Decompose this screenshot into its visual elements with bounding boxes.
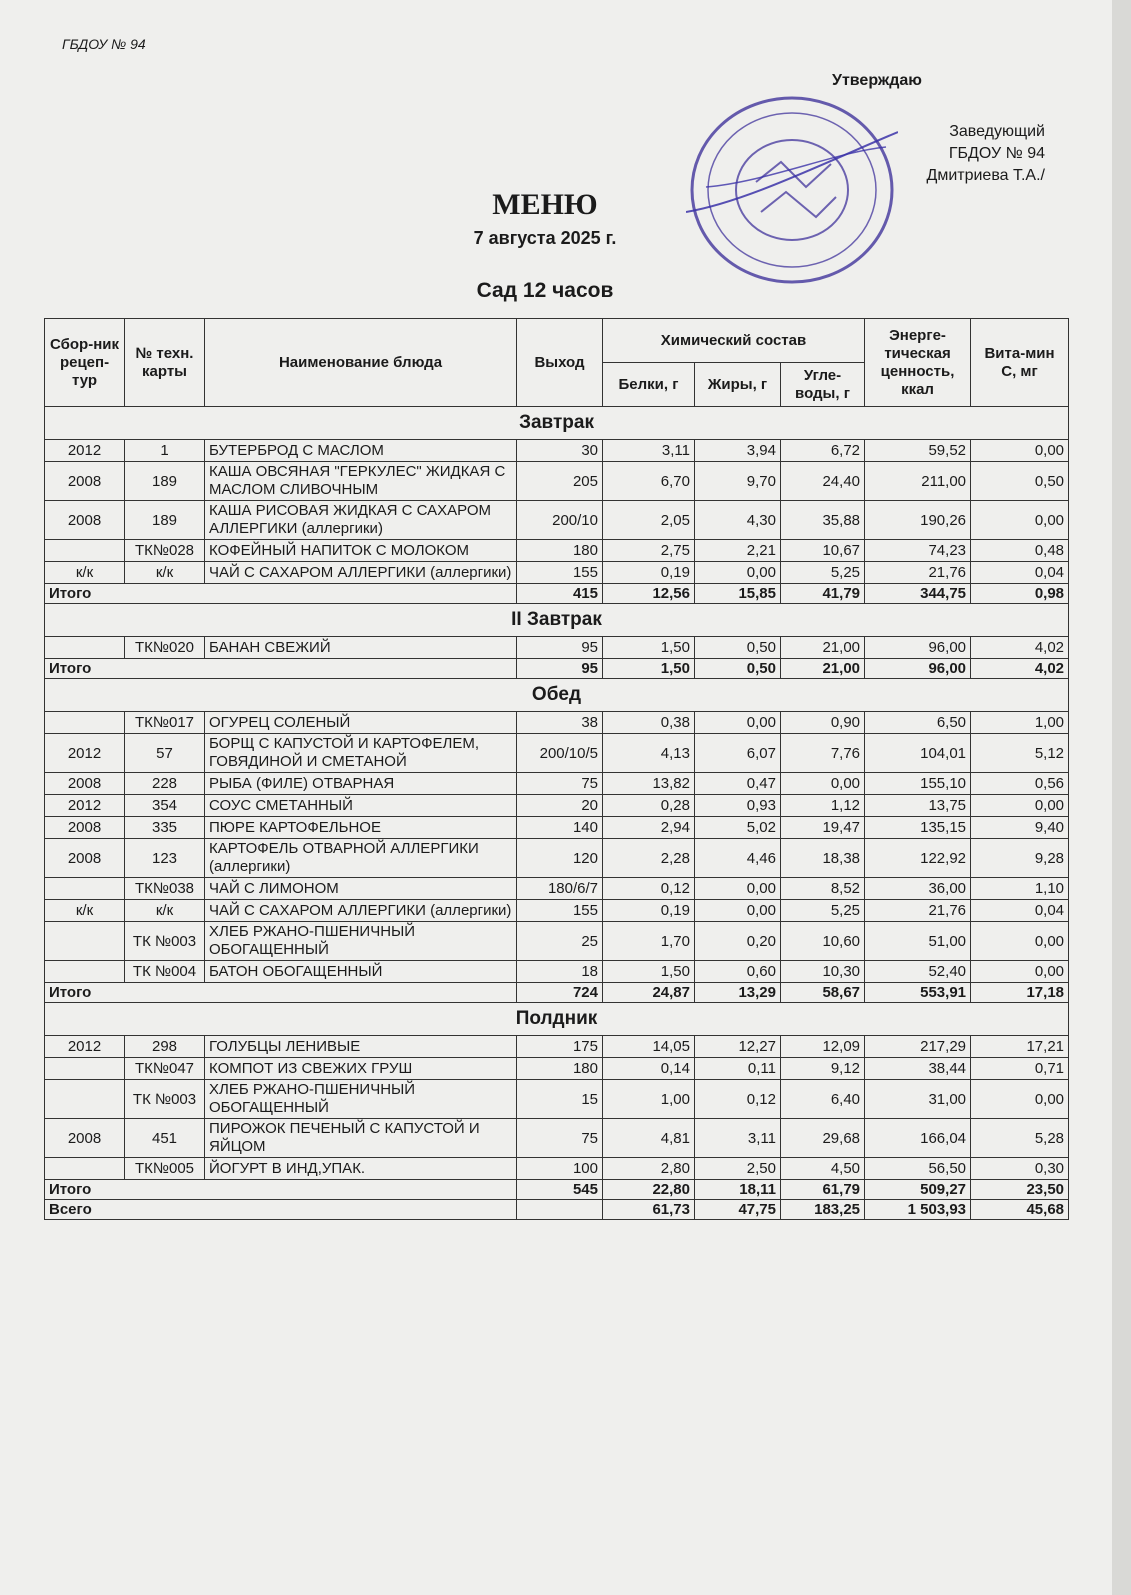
cell-card: 354 xyxy=(125,795,205,817)
cell-fat: 4,30 xyxy=(695,501,781,540)
total-yield: 415 xyxy=(517,584,603,604)
cell-energy: 13,75 xyxy=(865,795,971,817)
cell-protein: 2,75 xyxy=(603,540,695,562)
cell-yield: 180 xyxy=(517,540,603,562)
cell-carbs: 1,12 xyxy=(781,795,865,817)
cell-fat: 5,02 xyxy=(695,817,781,839)
total-label: Итого xyxy=(45,659,517,679)
total-vitc: 17,18 xyxy=(971,983,1069,1003)
cell-vitc: 1,10 xyxy=(971,878,1069,900)
cell-energy: 96,00 xyxy=(865,637,971,659)
cell-protein: 13,82 xyxy=(603,773,695,795)
cell-energy: 31,00 xyxy=(865,1080,971,1119)
cell-vitc: 0,30 xyxy=(971,1158,1069,1180)
cell-collection xyxy=(45,922,125,961)
total-row xyxy=(45,659,1069,679)
cell-dish-name: БАНАН СВЕЖИЙ xyxy=(205,637,517,659)
cell-carbs: 5,25 xyxy=(781,900,865,922)
cell-collection xyxy=(45,540,125,562)
total-vitc: 0,98 xyxy=(971,584,1069,604)
cell-vitc: 17,21 xyxy=(971,1036,1069,1058)
cell-collection xyxy=(45,637,125,659)
cell-fat: 0,00 xyxy=(695,900,781,922)
total-vitc: 4,02 xyxy=(971,659,1069,679)
cell-fat: 0,00 xyxy=(695,562,781,584)
cell-vitc: 4,02 xyxy=(971,637,1069,659)
cell-carbs: 19,47 xyxy=(781,817,865,839)
cell-carbs: 0,00 xyxy=(781,773,865,795)
cell-fat: 0,00 xyxy=(695,712,781,734)
table-row xyxy=(45,1058,1069,1080)
total-fat: 18,11 xyxy=(695,1180,781,1200)
document-date: 7 августа 2025 г. xyxy=(473,228,617,248)
cell-dish-name: БАТОН ОБОГАЩЕННЫЙ xyxy=(205,961,517,983)
total-protein: 1,50 xyxy=(603,659,695,679)
cell-vitc: 0,00 xyxy=(971,501,1069,540)
total-protein: 22,80 xyxy=(603,1180,695,1200)
cell-energy: 51,00 xyxy=(865,922,971,961)
cell-yield: 155 xyxy=(517,900,603,922)
cell-collection: 2008 xyxy=(45,817,125,839)
cell-yield: 200/10/5 xyxy=(517,734,603,773)
org-name: ГБДОУ № 94 xyxy=(62,36,146,52)
total-carbs: 61,79 xyxy=(781,1180,865,1200)
cell-yield: 38 xyxy=(517,712,603,734)
cell-energy: 211,00 xyxy=(865,462,971,501)
cell-energy: 36,00 xyxy=(865,878,971,900)
cell-protein: 14,05 xyxy=(603,1036,695,1058)
cell-fat: 9,70 xyxy=(695,462,781,501)
cell-protein: 1,50 xyxy=(603,961,695,983)
cell-card: 189 xyxy=(125,501,205,540)
cell-energy: 21,76 xyxy=(865,562,971,584)
section-row xyxy=(45,1003,1069,1036)
table-row xyxy=(45,440,1069,462)
table-row xyxy=(45,817,1069,839)
col-carbs: Угле-воды, г xyxy=(781,363,865,407)
section-row xyxy=(45,407,1069,440)
table-row xyxy=(45,1158,1069,1180)
table-row xyxy=(45,795,1069,817)
cell-collection xyxy=(45,878,125,900)
cell-energy: 6,50 xyxy=(865,712,971,734)
cell-yield: 100 xyxy=(517,1158,603,1180)
cell-card: 57 xyxy=(125,734,205,773)
cell-carbs: 5,25 xyxy=(781,562,865,584)
cell-carbs: 9,12 xyxy=(781,1058,865,1080)
cell-dish-name: СОУС СМЕТАННЫЙ xyxy=(205,795,517,817)
cell-dish-name: ЧАЙ С САХАРОМ АЛЛЕРГИКИ (аллергики) xyxy=(205,900,517,922)
cell-carbs: 4,50 xyxy=(781,1158,865,1180)
col-name: Наименование блюда xyxy=(205,319,517,407)
cell-card: ТК№005 xyxy=(125,1158,205,1180)
table-row xyxy=(45,562,1069,584)
cell-dish-name: БОРЩ С КАПУСТОЙ И КАРТОФЕЛЕМ, ГОВЯДИНОЙ И СМЕТАНОЙ xyxy=(205,734,517,773)
cell-protein: 1,50 xyxy=(603,637,695,659)
grand-total-row xyxy=(45,1200,1069,1220)
cell-vitc: 5,28 xyxy=(971,1119,1069,1158)
cell-carbs: 18,38 xyxy=(781,839,865,878)
cell-protein: 0,12 xyxy=(603,878,695,900)
cell-protein: 1,70 xyxy=(603,922,695,961)
grand-total-yield xyxy=(517,1200,603,1220)
col-fat: Жиры, г xyxy=(695,363,781,407)
section-title: II Завтрак xyxy=(45,604,1069,637)
cell-card: к/к xyxy=(125,562,205,584)
cell-vitc: 0,00 xyxy=(971,795,1069,817)
cell-collection: 2008 xyxy=(45,462,125,501)
col-card: № техн. карты xyxy=(125,319,205,407)
cell-energy: 21,76 xyxy=(865,900,971,922)
cell-yield: 120 xyxy=(517,839,603,878)
cell-protein: 0,14 xyxy=(603,1058,695,1080)
total-row xyxy=(45,983,1069,1003)
cell-card: 451 xyxy=(125,1119,205,1158)
cell-dish-name: КОФЕЙНЫЙ НАПИТОК С МОЛОКОМ xyxy=(205,540,517,562)
cell-yield: 205 xyxy=(517,462,603,501)
section-title: Завтрак xyxy=(45,407,1069,440)
cell-protein: 1,00 xyxy=(603,1080,695,1119)
cell-carbs: 10,60 xyxy=(781,922,865,961)
table-row xyxy=(45,773,1069,795)
cell-collection: 2008 xyxy=(45,773,125,795)
table-row xyxy=(45,1036,1069,1058)
table-row xyxy=(45,734,1069,773)
cell-vitc: 0,50 xyxy=(971,462,1069,501)
cell-carbs: 21,00 xyxy=(781,637,865,659)
cell-vitc: 9,28 xyxy=(971,839,1069,878)
cell-vitc: 0,48 xyxy=(971,540,1069,562)
cell-energy: 166,04 xyxy=(865,1119,971,1158)
cell-card: ТК№028 xyxy=(125,540,205,562)
total-carbs: 58,67 xyxy=(781,983,865,1003)
cell-protein: 2,80 xyxy=(603,1158,695,1180)
cell-energy: 135,15 xyxy=(865,817,971,839)
total-energy: 96,00 xyxy=(865,659,971,679)
cell-carbs: 35,88 xyxy=(781,501,865,540)
total-energy: 509,27 xyxy=(865,1180,971,1200)
cell-fat: 0,20 xyxy=(695,922,781,961)
cell-card: ТК №003 xyxy=(125,1080,205,1119)
cell-card: 298 xyxy=(125,1036,205,1058)
group-name: Сад 12 часов xyxy=(476,279,614,302)
cell-vitc: 0,04 xyxy=(971,900,1069,922)
cell-dish-name: ЧАЙ С ЛИМОНОМ xyxy=(205,878,517,900)
official-stamp xyxy=(686,92,898,288)
total-energy: 553,91 xyxy=(865,983,971,1003)
cell-protein: 2,05 xyxy=(603,501,695,540)
cell-protein: 4,81 xyxy=(603,1119,695,1158)
section-row xyxy=(45,679,1069,712)
cell-fat: 0,50 xyxy=(695,637,781,659)
cell-collection xyxy=(45,1080,125,1119)
cell-yield: 15 xyxy=(517,1080,603,1119)
cell-fat: 0,11 xyxy=(695,1058,781,1080)
approver-position: Заведующий xyxy=(949,123,1045,140)
total-row xyxy=(45,1180,1069,1200)
cell-collection: к/к xyxy=(45,562,125,584)
total-carbs: 21,00 xyxy=(781,659,865,679)
total-yield: 545 xyxy=(517,1180,603,1200)
table-row xyxy=(45,878,1069,900)
cell-dish-name: РЫБА (ФИЛЕ) ОТВАРНАЯ xyxy=(205,773,517,795)
cell-dish-name: КОМПОТ ИЗ СВЕЖИХ ГРУШ xyxy=(205,1058,517,1080)
cell-yield: 25 xyxy=(517,922,603,961)
total-fat: 0,50 xyxy=(695,659,781,679)
cell-fat: 0,12 xyxy=(695,1080,781,1119)
table-row xyxy=(45,839,1069,878)
cell-card: 228 xyxy=(125,773,205,795)
cell-dish-name: ХЛЕБ РЖАНО-ПШЕНИЧНЫЙ ОБОГАЩЕННЫЙ xyxy=(205,1080,517,1119)
cell-collection: к/к xyxy=(45,900,125,922)
table-row xyxy=(45,922,1069,961)
approver-institution: ГБДОУ № 94 xyxy=(948,145,1045,162)
cell-energy: 38,44 xyxy=(865,1058,971,1080)
cell-collection: 2012 xyxy=(45,734,125,773)
cell-card: ТК№020 xyxy=(125,637,205,659)
total-label: Итого xyxy=(45,1180,517,1200)
cell-fat: 3,11 xyxy=(695,1119,781,1158)
grand-total-carbs: 183,25 xyxy=(781,1200,865,1220)
cell-dish-name: ОГУРЕЦ СОЛЕНЫЙ xyxy=(205,712,517,734)
cell-collection: 2012 xyxy=(45,1036,125,1058)
table-row xyxy=(45,1119,1069,1158)
cell-card: ТК№038 xyxy=(125,878,205,900)
cell-energy: 122,92 xyxy=(865,839,971,878)
cell-yield: 75 xyxy=(517,1119,603,1158)
cell-fat: 2,50 xyxy=(695,1158,781,1180)
cell-dish-name: ЧАЙ С САХАРОМ АЛЛЕРГИКИ (аллергики) xyxy=(205,562,517,584)
cell-carbs: 10,67 xyxy=(781,540,865,562)
cell-yield: 180/6/7 xyxy=(517,878,603,900)
table-row xyxy=(45,900,1069,922)
cell-collection: 2012 xyxy=(45,440,125,462)
cell-collection: 2008 xyxy=(45,501,125,540)
cell-dish-name: КАРТОФЕЛЬ ОТВАРНОЙ АЛЛЕРГИКИ (аллергики) xyxy=(205,839,517,878)
grand-total-label: Всего xyxy=(45,1200,517,1220)
cell-card: ТК№017 xyxy=(125,712,205,734)
total-label: Итого xyxy=(45,983,517,1003)
cell-energy: 155,10 xyxy=(865,773,971,795)
cell-card: 1 xyxy=(125,440,205,462)
cell-protein: 3,11 xyxy=(603,440,695,462)
cell-carbs: 6,40 xyxy=(781,1080,865,1119)
cell-vitc: 0,56 xyxy=(971,773,1069,795)
cell-yield: 180 xyxy=(517,1058,603,1080)
total-protein: 24,87 xyxy=(603,983,695,1003)
cell-dish-name: КАША РИСОВАЯ ЖИДКАЯ С САХАРОМ АЛЛЕРГИКИ (аллергики) xyxy=(205,501,517,540)
cell-vitc: 0,00 xyxy=(971,1080,1069,1119)
cell-yield: 155 xyxy=(517,562,603,584)
total-fat: 13,29 xyxy=(695,983,781,1003)
grand-total-protein: 61,73 xyxy=(603,1200,695,1220)
cell-dish-name: ХЛЕБ РЖАНО-ПШЕНИЧНЫЙ ОБОГАЩЕННЫЙ xyxy=(205,922,517,961)
cell-protein: 6,70 xyxy=(603,462,695,501)
cell-yield: 140 xyxy=(517,817,603,839)
cell-fat: 0,00 xyxy=(695,878,781,900)
cell-carbs: 8,52 xyxy=(781,878,865,900)
cell-card: 123 xyxy=(125,839,205,878)
cell-yield: 200/10 xyxy=(517,501,603,540)
cell-protein: 0,28 xyxy=(603,795,695,817)
cell-collection xyxy=(45,712,125,734)
total-row xyxy=(45,584,1069,604)
cell-vitc: 1,00 xyxy=(971,712,1069,734)
cell-yield: 30 xyxy=(517,440,603,462)
cell-dish-name: ПИРОЖОК ПЕЧЕНЫЙ С КАПУСТОЙ И ЯЙЦОМ xyxy=(205,1119,517,1158)
total-yield: 724 xyxy=(517,983,603,1003)
cell-carbs: 7,76 xyxy=(781,734,865,773)
cell-fat: 6,07 xyxy=(695,734,781,773)
approver-block xyxy=(880,121,1045,187)
cell-card: ТК №004 xyxy=(125,961,205,983)
cell-card: ТК№047 xyxy=(125,1058,205,1080)
cell-fat: 0,47 xyxy=(695,773,781,795)
cell-carbs: 12,09 xyxy=(781,1036,865,1058)
cell-vitc: 9,40 xyxy=(971,817,1069,839)
cell-energy: 190,26 xyxy=(865,501,971,540)
total-yield: 95 xyxy=(517,659,603,679)
cell-collection xyxy=(45,1158,125,1180)
approve-label: Утверждаю xyxy=(832,72,922,89)
cell-vitc: 0,00 xyxy=(971,961,1069,983)
col-chem: Химический состав xyxy=(603,319,865,363)
col-collection: Сбор-ник рецеп-тур xyxy=(45,319,125,407)
cell-vitc: 0,00 xyxy=(971,440,1069,462)
table-row xyxy=(45,1080,1069,1119)
document-title: МЕНЮ xyxy=(492,188,598,221)
total-vitc: 23,50 xyxy=(971,1180,1069,1200)
cell-energy: 56,50 xyxy=(865,1158,971,1180)
table-row xyxy=(45,712,1069,734)
cell-carbs: 0,90 xyxy=(781,712,865,734)
table-row xyxy=(45,540,1069,562)
grand-total-fat: 47,75 xyxy=(695,1200,781,1220)
cell-fat: 0,93 xyxy=(695,795,781,817)
total-label: Итого xyxy=(45,584,517,604)
cell-dish-name: ПЮРЕ КАРТОФЕЛЬНОЕ xyxy=(205,817,517,839)
cell-yield: 75 xyxy=(517,773,603,795)
cell-energy: 59,52 xyxy=(865,440,971,462)
cell-card: ТК №003 xyxy=(125,922,205,961)
menu-table xyxy=(44,318,1069,1220)
cell-vitc: 0,00 xyxy=(971,922,1069,961)
table-row xyxy=(45,637,1069,659)
total-protein: 12,56 xyxy=(603,584,695,604)
table-row xyxy=(45,961,1069,983)
cell-energy: 52,40 xyxy=(865,961,971,983)
cell-fat: 4,46 xyxy=(695,839,781,878)
cell-fat: 0,60 xyxy=(695,961,781,983)
section-title: Полдник xyxy=(45,1003,1069,1036)
grand-total-vitc: 45,68 xyxy=(971,1200,1069,1220)
cell-dish-name: БУТЕРБРОД С МАСЛОМ xyxy=(205,440,517,462)
col-vitc: Вита-мин С, мг xyxy=(971,319,1069,407)
col-yield: Выход xyxy=(517,319,603,407)
section-row xyxy=(45,604,1069,637)
table-row xyxy=(45,501,1069,540)
cell-carbs: 29,68 xyxy=(781,1119,865,1158)
cell-card: к/к xyxy=(125,900,205,922)
cell-energy: 104,01 xyxy=(865,734,971,773)
total-energy: 344,75 xyxy=(865,584,971,604)
cell-dish-name: КАША ОВСЯНАЯ "ГЕРКУЛЕС" ЖИДКАЯ С МАСЛОМ СЛИВОЧНЫМ xyxy=(205,462,517,501)
cell-protein: 0,19 xyxy=(603,900,695,922)
cell-energy: 217,29 xyxy=(865,1036,971,1058)
cell-collection: 2008 xyxy=(45,839,125,878)
cell-dish-name: ГОЛУБЦЫ ЛЕНИВЫЕ xyxy=(205,1036,517,1058)
cell-vitc: 0,71 xyxy=(971,1058,1069,1080)
total-fat: 15,85 xyxy=(695,584,781,604)
grand-total-energy: 1 503,93 xyxy=(865,1200,971,1220)
cell-collection xyxy=(45,961,125,983)
menu-body xyxy=(45,407,1069,1220)
approver-signatory: Дмитриева Т.А./ xyxy=(926,167,1045,184)
cell-protein: 4,13 xyxy=(603,734,695,773)
cell-vitc: 5,12 xyxy=(971,734,1069,773)
cell-protein: 0,38 xyxy=(603,712,695,734)
cell-yield: 20 xyxy=(517,795,603,817)
cell-collection: 2012 xyxy=(45,795,125,817)
cell-fat: 3,94 xyxy=(695,440,781,462)
table-row xyxy=(45,462,1069,501)
cell-yield: 95 xyxy=(517,637,603,659)
cell-yield: 175 xyxy=(517,1036,603,1058)
col-protein: Белки, г xyxy=(603,363,695,407)
cell-card: 189 xyxy=(125,462,205,501)
cell-vitc: 0,04 xyxy=(971,562,1069,584)
section-title: Обед xyxy=(45,679,1069,712)
cell-card: 335 xyxy=(125,817,205,839)
cell-collection: 2008 xyxy=(45,1119,125,1158)
cell-carbs: 24,40 xyxy=(781,462,865,501)
cell-carbs: 10,30 xyxy=(781,961,865,983)
cell-fat: 2,21 xyxy=(695,540,781,562)
cell-carbs: 6,72 xyxy=(781,440,865,462)
cell-collection xyxy=(45,1058,125,1080)
cell-protein: 2,94 xyxy=(603,817,695,839)
cell-protein: 0,19 xyxy=(603,562,695,584)
total-carbs: 41,79 xyxy=(781,584,865,604)
cell-energy: 74,23 xyxy=(865,540,971,562)
cell-fat: 12,27 xyxy=(695,1036,781,1058)
col-energy: Энерге-тическая ценность, ккал xyxy=(865,319,971,407)
cell-dish-name: ЙОГУРТ В ИНД,УПАК. xyxy=(205,1158,517,1180)
cell-yield: 18 xyxy=(517,961,603,983)
cell-protein: 2,28 xyxy=(603,839,695,878)
